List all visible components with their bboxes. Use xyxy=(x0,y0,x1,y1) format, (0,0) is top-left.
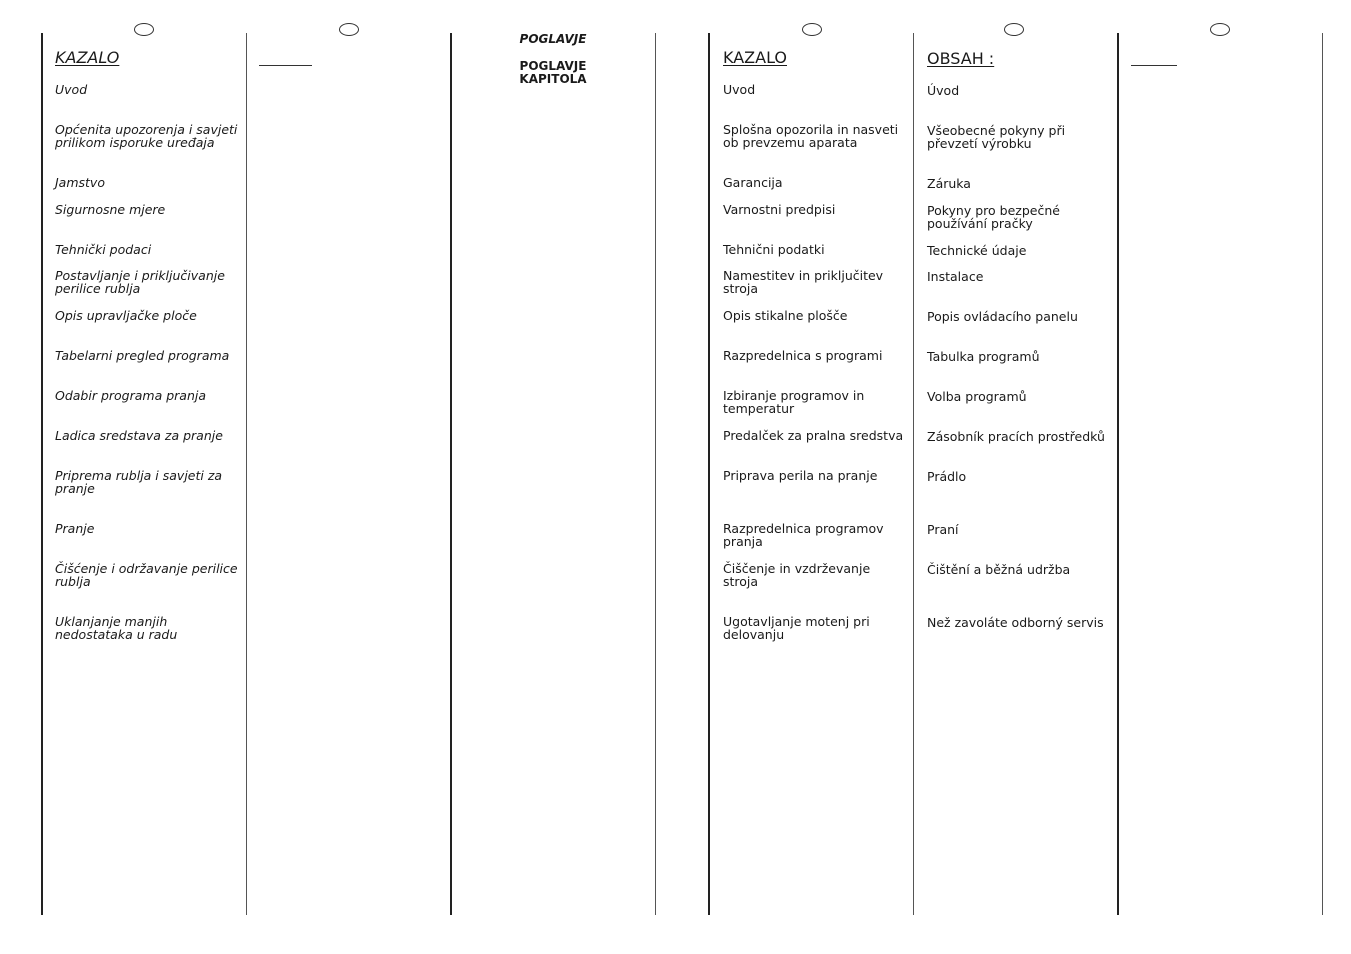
toc-item: Prádlo xyxy=(927,469,967,484)
toc-item: Pranje xyxy=(55,521,95,536)
toc-item: Garancija xyxy=(723,175,783,190)
toc-item: Instalace xyxy=(927,269,984,284)
toc-title-sl: KAZALO xyxy=(723,48,787,67)
language-marker-oval xyxy=(1004,23,1024,36)
toc-item: Čišćenje i održavanje perilice rublja xyxy=(55,561,238,589)
toc-item: Ladica sredstava za pranje xyxy=(55,428,223,443)
toc-item: Všeobecné pokyny při převzetí výrobku xyxy=(927,123,1066,151)
toc-item: Predalček za pralna sredstva xyxy=(723,428,904,443)
chapter-heading: POGLAVJE xyxy=(519,59,587,73)
toc-item: Općenita upozorenja i savjeti prilikom isporuke uređaja xyxy=(55,122,238,150)
toc-item: Ugotavljanje motenj pri delovanju xyxy=(723,614,870,642)
toc-item: Záruka xyxy=(927,176,971,191)
toc-item: Opis upravljačke ploče xyxy=(55,308,197,323)
column-rule xyxy=(913,33,914,915)
language-marker-oval xyxy=(1210,23,1230,36)
toc-item: Uvod xyxy=(723,82,756,97)
column-rule xyxy=(1117,33,1119,915)
toc-item: Zásobník pracích prostředků xyxy=(927,429,1105,444)
column-rule xyxy=(246,33,247,915)
toc-item: Volba programů xyxy=(927,389,1027,404)
toc-item: Sigurnosne mjere xyxy=(55,202,166,217)
toc-item: Tehnični podatki xyxy=(723,242,825,257)
column-rule xyxy=(708,33,710,915)
language-marker-oval xyxy=(802,23,822,36)
toc-item: Tabulka programů xyxy=(927,349,1040,364)
toc-item: Namestitev in priključitev stroja xyxy=(723,268,884,296)
column-rule xyxy=(41,33,43,915)
chapter-heading-sub: KAPITOLA xyxy=(519,72,587,86)
toc-item: Jamstvo xyxy=(55,175,105,190)
toc-item: Postavljanje i priključivanje perilice rublja xyxy=(55,268,225,296)
toc-item: Uklanjanje manjih nedostataka u radu xyxy=(55,614,178,642)
column-rule xyxy=(450,33,452,915)
toc-item: Než zavoláte odborný servis xyxy=(927,615,1104,630)
toc-item: Razpredelnica s programi xyxy=(723,348,883,363)
chapter-heading-italic: POGLAVJE xyxy=(519,32,587,46)
toc-item: Čištění a běžná udržba xyxy=(927,562,1071,577)
toc-item: Opis stikalne plošče xyxy=(723,308,848,323)
toc-item: Razpredelnica programov pranja xyxy=(723,521,884,549)
toc-item: Priprava perila na pranje xyxy=(723,468,878,483)
toc-item: Odabir programa pranja xyxy=(55,388,207,403)
toc-item: Pokyny pro bezpečné používání pračky xyxy=(927,203,1060,231)
column-rule xyxy=(1322,33,1323,915)
toc-item: Priprema rublja i savjeti za pranje xyxy=(55,468,223,496)
language-marker-oval xyxy=(339,23,359,36)
toc-title-cs: OBSAH : xyxy=(927,49,995,68)
toc-item: Splošna opozorila in nasveti ob prevzemu aparata xyxy=(723,122,899,150)
toc-item: Popis ovládacího panelu xyxy=(927,309,1078,324)
language-marker-oval xyxy=(134,23,154,36)
toc-title-hr: KAZALO xyxy=(55,48,120,67)
toc-item: Uvod xyxy=(55,82,88,97)
toc-item: Varnostni predpisi xyxy=(723,202,836,217)
toc-item: Úvod xyxy=(927,83,960,98)
page-number-blank xyxy=(259,65,312,66)
toc-item: Izbiranje programov in temperatur xyxy=(723,388,865,416)
toc-item: Čiščenje in vzdrževanje stroja xyxy=(723,561,871,589)
toc-item: Praní xyxy=(927,522,959,537)
page-number-blank xyxy=(1131,65,1177,66)
toc-item: Tehnički podaci xyxy=(55,242,152,257)
toc-item: Tabelarni pregled programa xyxy=(55,348,230,363)
column-rule xyxy=(655,33,656,915)
toc-item: Technické údaje xyxy=(927,243,1027,258)
